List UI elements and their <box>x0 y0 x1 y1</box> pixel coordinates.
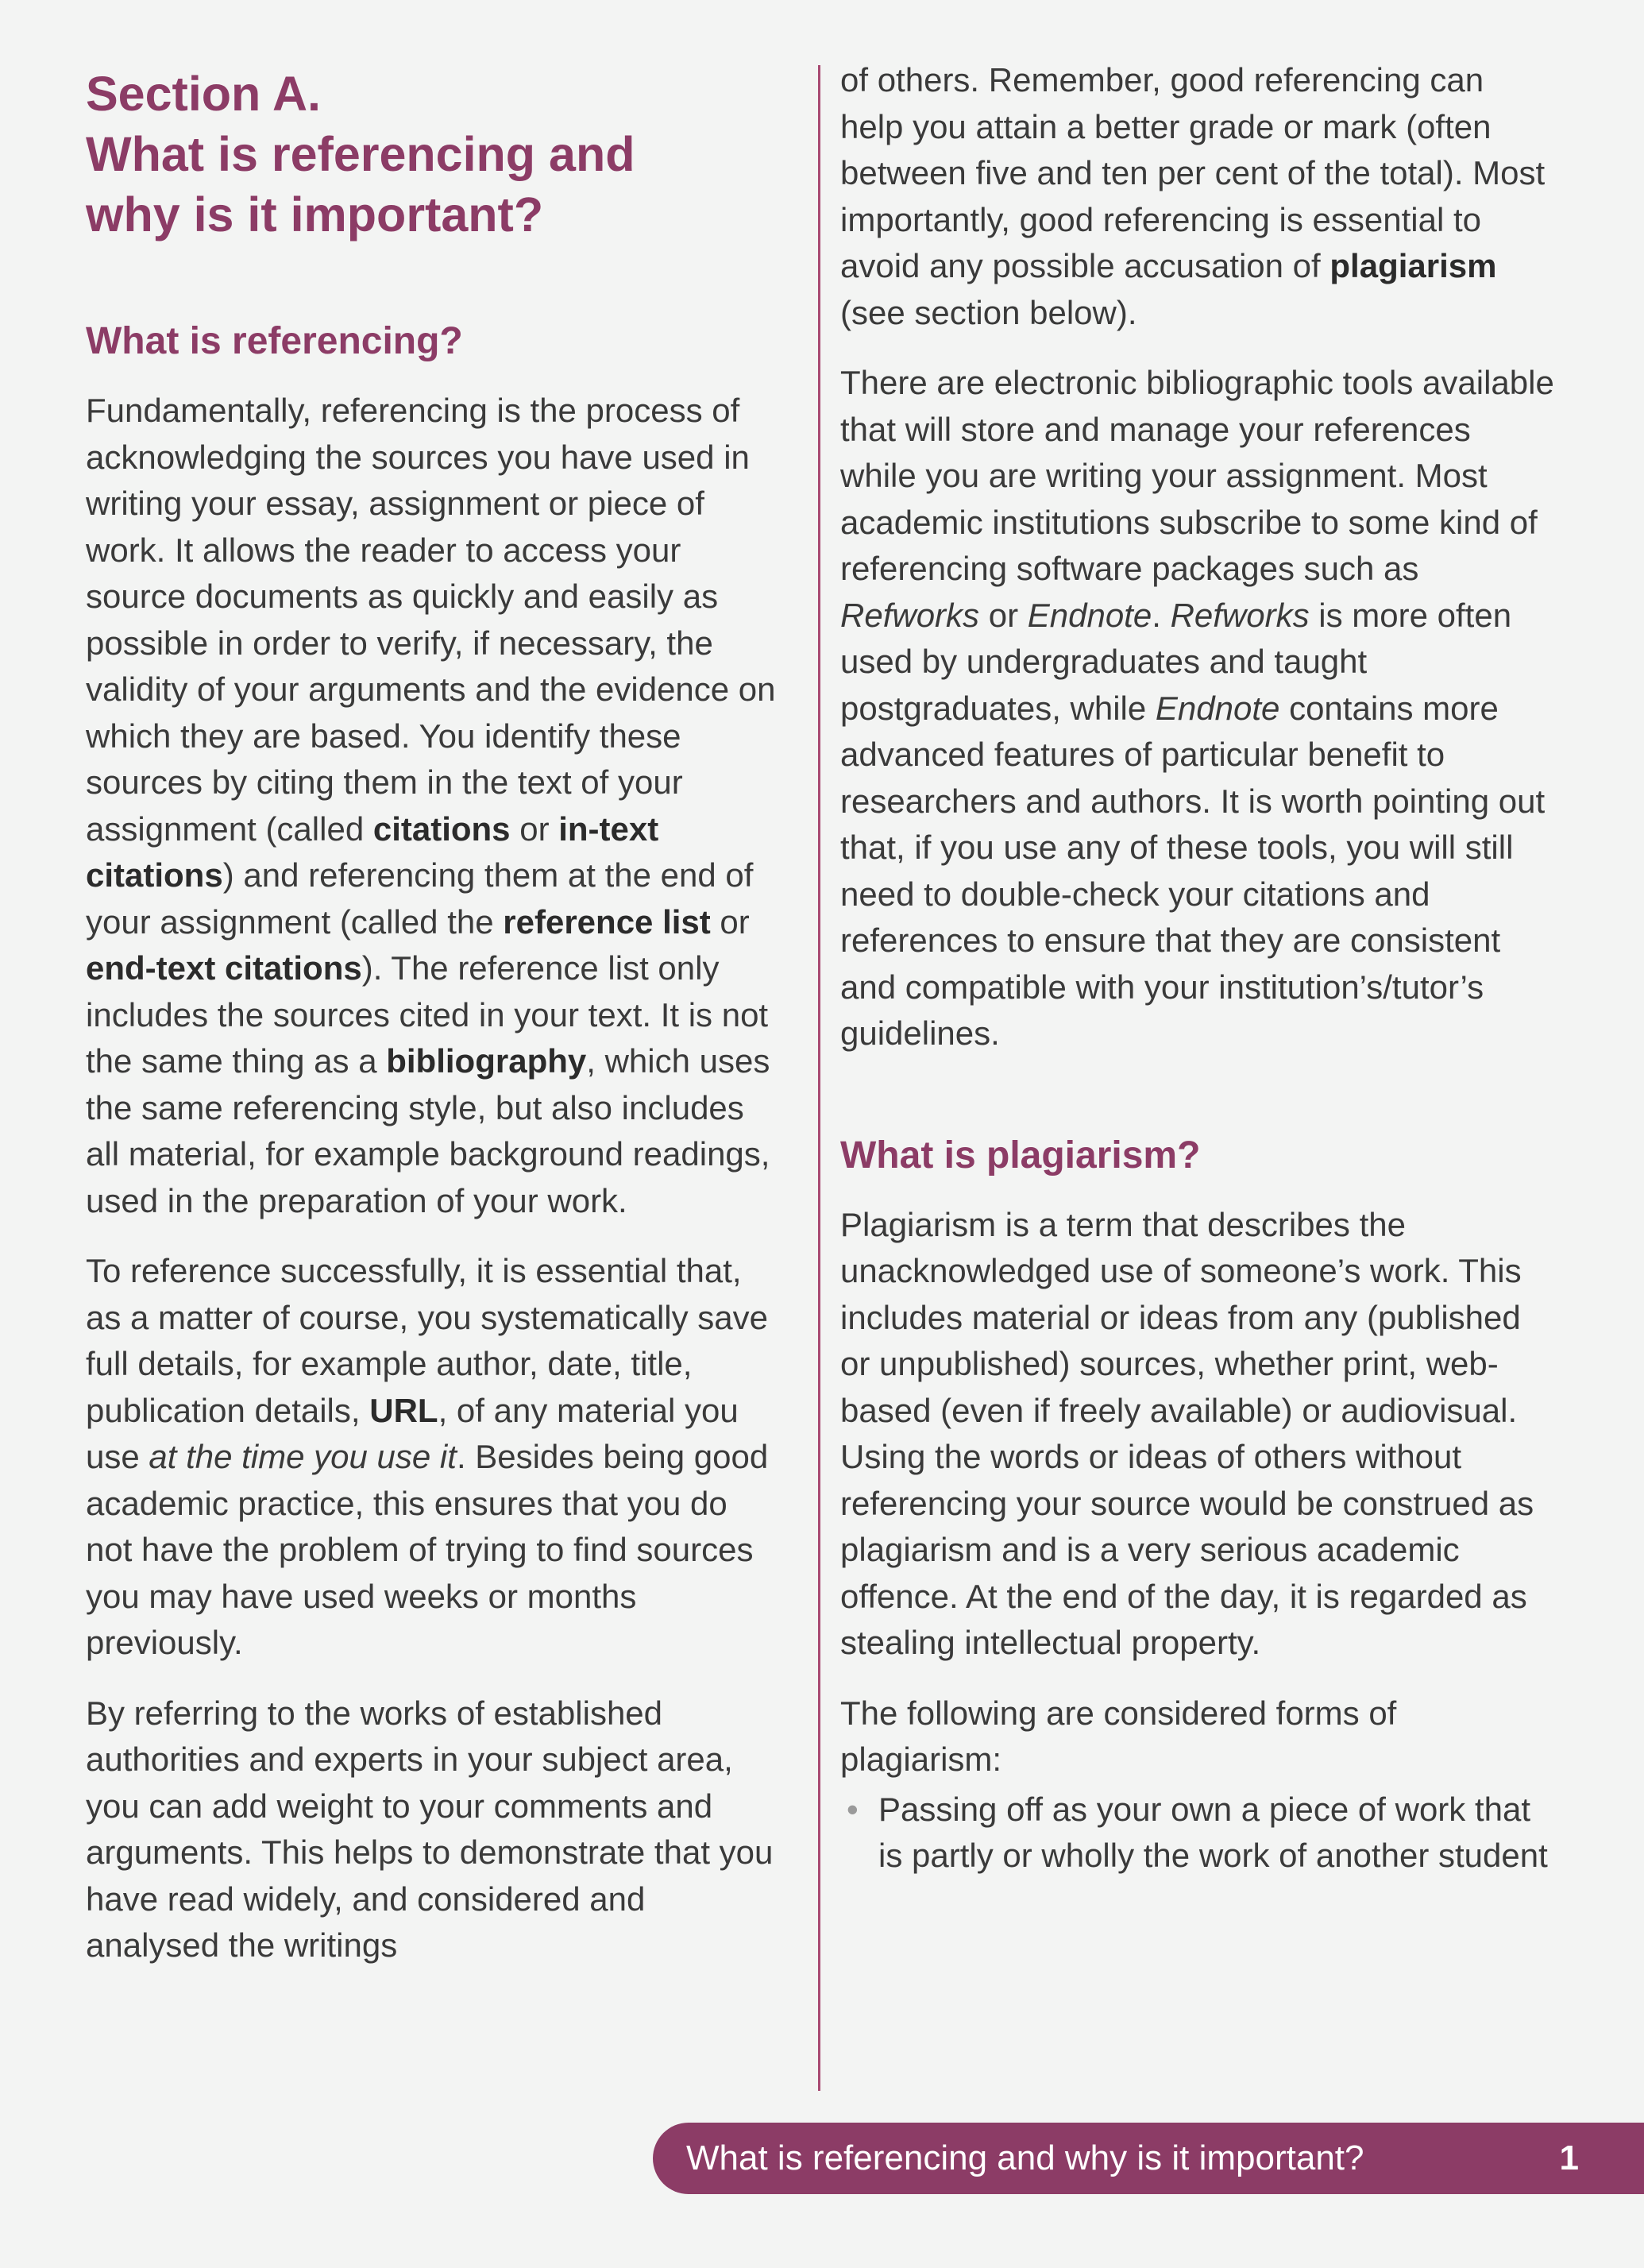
section-title <box>86 64 777 245</box>
section-title-line-1: What is referencing and <box>86 127 635 181</box>
right-column <box>840 57 1555 1880</box>
plagiarism-forms-list <box>840 1787 1555 1880</box>
paragraph-established-authorities: By referring to the works of established authorities and experts in your subject area, you can add weight to your comments and arguments. This helps to demonstrate that you have read widely, and considered and analysed the writings <box>86 1694 774 1964</box>
footer-bar <box>653 2123 1644 2194</box>
paragraph-bibliographic-tools: There are electronic bibliographic tools available that will store and manage your references while you are writing your assignment. Most academic institutions subscribe to some kind of referencing software packages such as Refworks or Endnote. Refworks is more often used by undergraduates and taught postgraduates, while Endnote contains more advanced features of particular benefit to researchers and authors. It is worth pointing out that, if you use any of these tools, you will still need to double-check your citations and references to ensure that they are consistent and compatible with your institution’s/tutor’s guidelines. <box>840 364 1554 1052</box>
paragraph-good-referencing: of others. Remember, good referencing can help you attain a better grade or mark (often between five and ten per cent of the total). Most importantly, good referencing is essential to avoid any possible accusation of plagiarism (see section below). <box>840 61 1546 331</box>
list-item: • Passing off as your own a piece of work that is partly or wholly the work of another student <box>840 1787 1555 1880</box>
paragraph-reference-successfully: To reference successfully, it is essential that, as a matter of course, you systematically save full details, for example author, date, title, publication details, URL, of any material you use at the time you use it. Besides being good academic practice, this ensures that you do not have the problem of trying to find sources you may have used weeks or months previously. <box>86 1252 769 1661</box>
section-label: Section A. <box>86 67 322 121</box>
paragraph-referencing-definition: Fundamentally, referencing is the process of acknowledging the sources you have used in writing your essay, assignment or piece of work. It allows the reader to access your source documents as quickly and easily as possible in order to verify, if necessary, the validity of your arguments and the evidence on which they are based. You identify these sources by citing them in the text of your assignment (called citations or in-text citations) and referencing them at the end of your assignment (called the reference list or end-text citations). The reference list only includes the sources cited in your text. It is not the same thing as a bibliography, which uses the same referencing style, but also includes all material, for example background readings, used in the preparation of your work. <box>86 392 776 1219</box>
heading-what-is-plagiarism: What is plagiarism? <box>840 1134 1201 1177</box>
paragraph-plagiarism-definition: Plagiarism is a term that describes the unacknowledged use of someone’s work. This includes material or ideas from any (published or unpublished) sources, whether print, web-based (even if freely available) or audiovisual. Using the words or ideas of others without referencing your source would be construed as plagiarism and is a very serious academic offence. At the end of the day, it is regarded as stealing intellectual property. <box>840 1205 1534 1661</box>
paragraph-forms-intro: The following are considered forms of plagiarism: <box>840 1694 1397 1778</box>
bullet-icon: • <box>847 1790 859 1828</box>
column-divider <box>818 65 820 2091</box>
left-column <box>86 64 777 1993</box>
footer-title: What is referencing and why is it important? <box>686 2139 1364 2177</box>
section-title-line-2: why is it important? <box>86 187 544 241</box>
heading-what-is-referencing: What is referencing? <box>86 320 463 362</box>
page-number: 1 <box>1559 2139 1579 2177</box>
